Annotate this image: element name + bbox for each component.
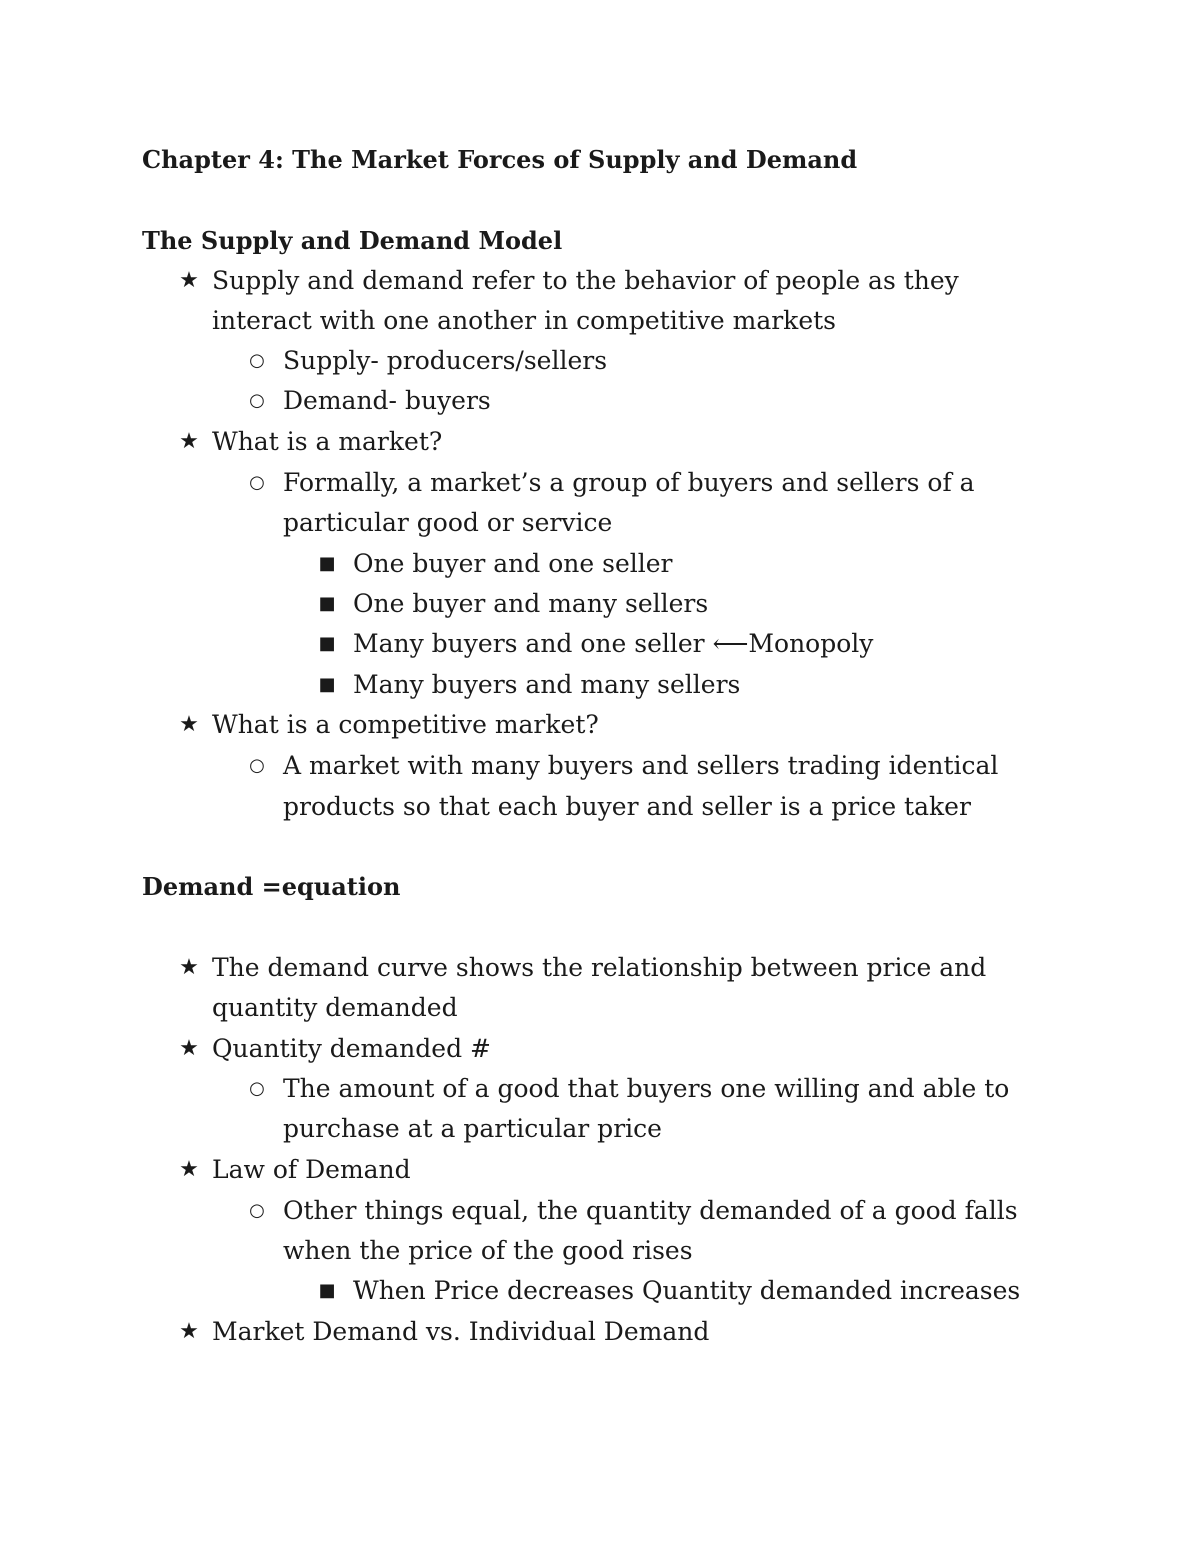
circle-bullet-icon: ○	[249, 350, 265, 371]
circle-bullet-icon: ○	[249, 390, 265, 411]
list-item-text: quantity demanded	[212, 993, 458, 1022]
list-item-text: purchase at a particular price	[283, 1114, 662, 1143]
list-item-text: One buyer and many sellers	[353, 589, 709, 618]
list-item-text: Quantity demanded #	[212, 1034, 491, 1063]
list-item-text: Supply- producers/sellers	[283, 346, 608, 375]
square-bullet-icon: ■	[318, 633, 336, 654]
square-bullet-icon: ■	[318, 593, 336, 614]
list-item-text: One buyer and one seller	[353, 549, 673, 578]
list-item-text: Supply and demand refer to the behavior of people as they	[212, 266, 959, 295]
document-title: Chapter 4: The Market Forces of Supply and Demand	[142, 145, 858, 174]
list-item-text: What is a competitive market?	[212, 710, 599, 739]
list-item-text: What is a market?	[212, 427, 443, 456]
star-bullet-icon: ★	[179, 955, 199, 980]
square-bullet-icon: ■	[318, 674, 336, 695]
list-item-text: when the price of the good rises	[283, 1236, 693, 1265]
section-heading-demand: Demand =equation	[142, 872, 401, 901]
star-bullet-icon: ★	[179, 268, 199, 293]
square-bullet-icon: ■	[318, 1280, 336, 1301]
list-item-text: Demand- buyers	[283, 386, 491, 415]
star-bullet-icon: ★	[179, 1157, 199, 1182]
list-item-text: Law of Demand	[212, 1155, 411, 1184]
circle-bullet-icon: ○	[249, 1078, 265, 1099]
list-item-text: interact with one another in competitive markets	[212, 306, 836, 335]
square-bullet-icon: ■	[318, 553, 336, 574]
star-bullet-icon: ★	[179, 429, 199, 454]
list-item-text: Market Demand vs. Individual Demand	[212, 1317, 710, 1346]
star-bullet-icon: ★	[179, 1319, 199, 1344]
list-item-text: The demand curve shows the relationship between price and	[212, 953, 987, 982]
list-item-text: The amount of a good that buyers one willing and able to	[283, 1074, 1010, 1103]
list-item-text: products so that each buyer and seller is a price taker	[283, 792, 971, 821]
circle-bullet-icon: ○	[249, 1200, 265, 1221]
circle-bullet-icon: ○	[249, 755, 265, 776]
list-item-text: A market with many buyers and sellers trading identical	[283, 751, 999, 780]
list-item-text: Many buyers and many sellers	[353, 670, 741, 699]
list-item-text: Other things equal, the quantity demanded of a good falls	[283, 1196, 1018, 1225]
list-item-text: Many buyers and one seller ⟵Monopoly	[353, 629, 874, 658]
star-bullet-icon: ★	[179, 1036, 199, 1061]
section-heading-supply-demand-model: The Supply and Demand Model	[142, 226, 563, 255]
list-item-text: particular good or service	[283, 508, 613, 537]
circle-bullet-icon: ○	[249, 472, 265, 493]
list-item-text: When Price decreases Quantity demanded increases	[353, 1276, 1021, 1305]
star-bullet-icon: ★	[179, 712, 199, 737]
list-item-text: Formally, a market’s a group of buyers and sellers of a	[283, 468, 975, 497]
